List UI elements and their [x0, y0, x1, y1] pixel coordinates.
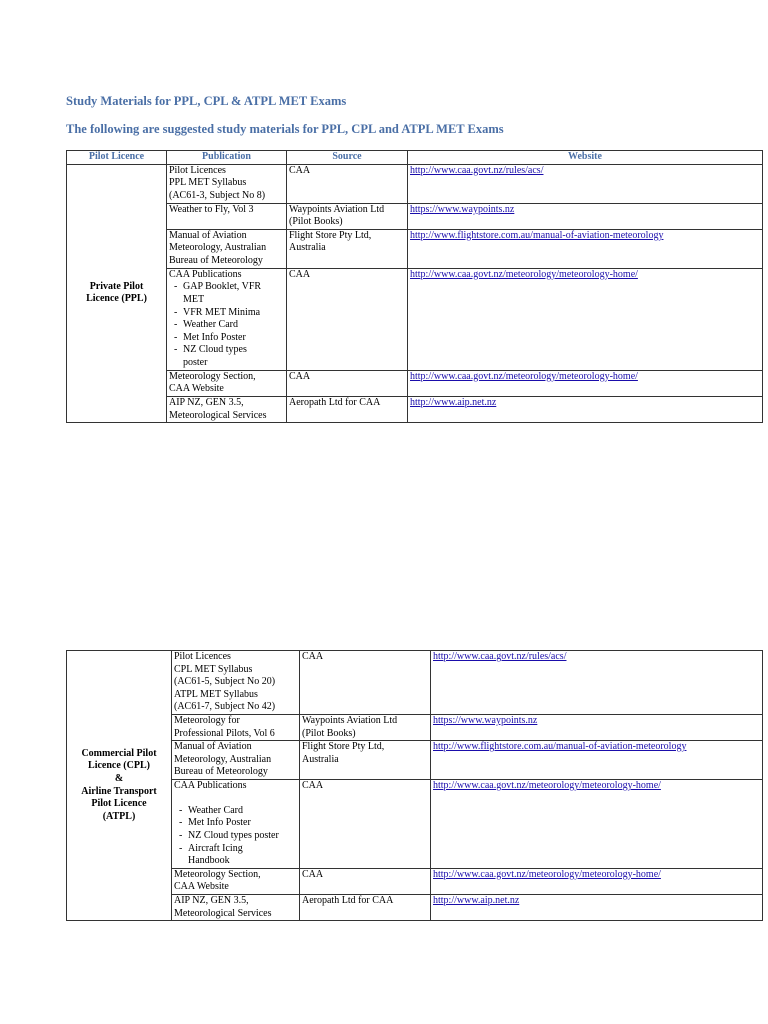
publication-line: Professional Pilots, Vol 6 — [174, 727, 275, 739]
publication-list-item — [174, 817, 297, 830]
licence-cell — [67, 164, 167, 423]
licence-line: Pilot Licence — [91, 798, 147, 810]
publication-line: CPL MET Syllabus — [174, 663, 253, 675]
website-cell — [431, 894, 763, 920]
publication-list-item — [174, 830, 297, 843]
source-cell — [300, 894, 431, 920]
source-cell — [300, 868, 431, 894]
source-cell — [287, 164, 408, 203]
table-row — [67, 396, 763, 422]
table-row — [67, 894, 763, 920]
table-row — [67, 268, 763, 370]
spacer — [174, 793, 297, 805]
source-line: Flight Store Pty Ltd, — [289, 229, 372, 241]
publication-cell — [172, 868, 300, 894]
publication-line: Meteorology, Australian — [174, 753, 272, 765]
website-cell — [408, 268, 763, 370]
website-link[interactable]: http://www.flightstore.com.au/manual-of-aviation-meteorology — [433, 741, 687, 753]
publication-cell — [167, 370, 287, 396]
publication-line: CAA Website — [169, 383, 224, 395]
table-row — [67, 868, 763, 894]
website-link[interactable]: http://www.caa.govt.nz/meteorology/meteorology-home/ — [410, 370, 638, 382]
source-line: (Pilot Books) — [302, 727, 356, 739]
publication-line: Meteorology for — [174, 715, 240, 726]
list-item-line: - NZ Cloud types — [183, 344, 247, 356]
publication-line: Meteorology, Australian — [169, 242, 267, 254]
publication-line: Pilot Licences — [169, 164, 226, 176]
website-link[interactable]: http://www.caa.govt.nz/rules/acs/ — [433, 651, 567, 662]
publication-line: Meteorology Section, — [174, 868, 261, 880]
website-cell — [408, 370, 763, 396]
website-link[interactable]: https://www.waypoints.nz — [410, 203, 515, 215]
publication-list — [169, 281, 284, 369]
list-item-line: - Weather Card — [183, 319, 238, 331]
publication-line: Meteorology Section, — [169, 370, 256, 382]
list-item-line: - NZ Cloud types poster — [188, 829, 279, 841]
list-item-line: - GAP Booklet, VFR — [183, 281, 262, 293]
publication-list — [174, 805, 297, 868]
publication-line: ATPL MET Syllabus — [174, 688, 258, 700]
ppl-materials-table — [66, 150, 763, 423]
website-cell — [431, 868, 763, 894]
website-link[interactable]: http://www.caa.govt.nz/meteorology/meteorology-home/ — [433, 780, 661, 792]
table-row — [67, 203, 763, 229]
website-link[interactable]: http://www.caa.govt.nz/rules/acs/ — [410, 164, 544, 176]
source-line: Australia — [289, 242, 326, 254]
website-cell — [408, 164, 763, 203]
publication-cell — [167, 229, 287, 268]
publication-cell — [172, 894, 300, 920]
publication-line: Meteorological Services — [174, 907, 272, 919]
publication-list-item — [169, 344, 284, 369]
source-cell — [287, 370, 408, 396]
source-line: Aeropath Ltd for CAA — [302, 894, 394, 906]
page-subtitle: The following are suggested study materials for PPL, CPL and ATPL MET Exams — [66, 122, 504, 136]
source-line: CAA — [302, 651, 324, 662]
website-cell — [431, 780, 763, 869]
publication-line: Weather to Fly, Vol 3 — [169, 203, 254, 215]
header-publication: Publication — [167, 151, 287, 165]
list-item-line: MET — [183, 293, 205, 305]
website-link[interactable]: http://www.aip.net.nz — [433, 894, 520, 906]
publication-line: CAA Website — [174, 881, 229, 893]
publication-line: (AC61-3, Subject No 8) — [169, 189, 266, 201]
website-cell — [431, 741, 763, 780]
list-item-line: Handbook — [188, 855, 230, 867]
source-line: CAA — [302, 868, 324, 880]
source-cell — [300, 741, 431, 780]
table-header-row — [67, 151, 763, 165]
source-cell — [300, 780, 431, 869]
publication-line: PPL MET Syllabus — [169, 177, 247, 189]
publication-list-item — [169, 307, 284, 320]
table-row — [67, 164, 763, 203]
website-link[interactable]: http://www.caa.govt.nz/meteorology/meteorology-home/ — [410, 268, 638, 280]
publication-list-item — [169, 281, 284, 306]
cpl-atpl-materials-table — [66, 650, 763, 921]
list-item-line: - Aircraft Icing — [188, 842, 243, 854]
table-row — [67, 715, 763, 741]
table-row — [67, 651, 763, 715]
publication-cell — [167, 268, 287, 370]
publication-line: Meteorological Services — [169, 409, 267, 421]
publication-cell — [172, 715, 300, 741]
website-cell — [431, 651, 763, 715]
licence-line: Licence (PPL) — [86, 293, 147, 305]
website-link[interactable]: http://www.caa.govt.nz/meteorology/meteorology-home/ — [433, 868, 661, 880]
publication-line: Bureau of Meteorology — [174, 766, 268, 778]
list-item-line: poster — [183, 356, 208, 368]
publication-cell — [172, 780, 300, 869]
source-cell — [300, 651, 431, 715]
source-line: CAA — [289, 268, 311, 280]
list-item-line: - Met Info Poster — [188, 817, 251, 829]
publication-cell — [167, 203, 287, 229]
website-cell — [408, 203, 763, 229]
publication-cell — [172, 741, 300, 780]
publication-list-item — [174, 843, 297, 868]
source-cell — [287, 229, 408, 268]
licence-line: Licence (CPL) — [88, 760, 150, 772]
source-line: (Pilot Books) — [289, 216, 343, 228]
publication-line: AIP NZ, GEN 3.5, — [169, 396, 244, 408]
website-link[interactable]: http://www.aip.net.nz — [410, 396, 497, 408]
publication-list-item — [169, 332, 284, 345]
source-line: Aeropath Ltd for CAA — [289, 396, 381, 408]
page-title: Study Materials for PPL, CPL & ATPL MET Exams — [66, 94, 347, 108]
source-line: Australia — [302, 753, 339, 765]
header-pilot-licence: Pilot Licence — [67, 151, 167, 165]
list-item-line: - Weather Card — [188, 804, 243, 816]
publication-line: CAA Publications — [169, 268, 242, 280]
publication-line: Pilot Licences — [174, 651, 231, 662]
publication-list-item — [169, 319, 284, 332]
website-cell — [431, 715, 763, 741]
licence-line: Commercial Pilot — [81, 747, 157, 759]
licence-line: & — [114, 772, 124, 784]
publication-cell — [167, 164, 287, 203]
licence-line: (ATPL) — [102, 810, 136, 822]
licence-line: Private Pilot — [89, 280, 144, 292]
publication-line: CAA Publications — [174, 780, 247, 792]
source-line: CAA — [302, 780, 324, 792]
list-item-line: - VFR MET Minima — [183, 306, 261, 318]
source-line: Waypoints Aviation Ltd — [302, 715, 398, 726]
source-line: Waypoints Aviation Ltd — [289, 203, 385, 215]
publication-cell — [172, 651, 300, 715]
table-row — [67, 370, 763, 396]
list-item-line: - Met Info Poster — [183, 331, 246, 343]
source-cell — [287, 396, 408, 422]
header-website: Website — [408, 151, 763, 165]
licence-cell — [67, 651, 172, 921]
publication-line: Manual of Aviation — [174, 741, 252, 753]
table-row — [67, 780, 763, 869]
source-cell — [287, 203, 408, 229]
source-line: CAA — [289, 370, 311, 382]
publication-line: Bureau of Meteorology — [169, 254, 263, 266]
website-link[interactable]: http://www.flightstore.com.au/manual-of-aviation-meteorology — [410, 229, 664, 241]
website-link[interactable]: https://www.waypoints.nz — [433, 715, 538, 726]
publication-cell — [167, 396, 287, 422]
website-cell — [408, 396, 763, 422]
table-row — [67, 741, 763, 780]
website-cell — [408, 229, 763, 268]
source-cell — [287, 268, 408, 370]
publication-line: (AC61-7, Subject No 42) — [174, 701, 276, 713]
publication-line: (AC61-5, Subject No 20) — [174, 676, 276, 688]
header-source: Source — [287, 151, 408, 165]
publication-list-item — [174, 805, 297, 818]
source-line: CAA — [289, 164, 311, 176]
source-cell — [300, 715, 431, 741]
source-line: Flight Store Pty Ltd, — [302, 741, 385, 753]
publication-line: Manual of Aviation — [169, 229, 247, 241]
publication-line: AIP NZ, GEN 3.5, — [174, 894, 249, 906]
licence-line: Airline Transport — [81, 785, 157, 797]
table-row — [67, 229, 763, 268]
